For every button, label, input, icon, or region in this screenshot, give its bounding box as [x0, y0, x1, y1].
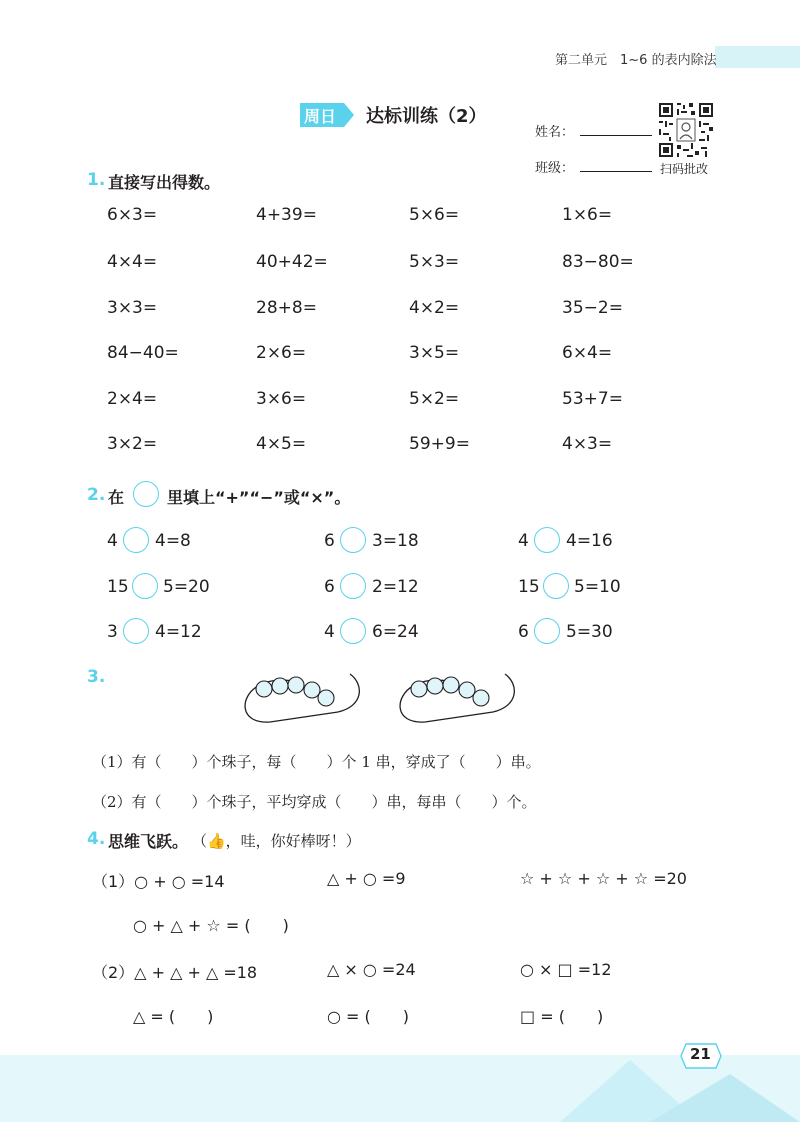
q2-answer-circle[interactable]: [123, 618, 149, 644]
page-number: 21: [690, 1045, 711, 1063]
q4-p2-f[interactable]: □ = ( ): [520, 1007, 604, 1026]
q2-answer-circle[interactable]: [132, 573, 158, 599]
q2-operand: 4: [324, 622, 335, 642]
q1-item: 5×2=: [409, 389, 460, 409]
day-badge-label: 周日: [304, 107, 337, 126]
q1-item: 83−80=: [562, 252, 634, 272]
q2-number: 2.: [87, 485, 106, 505]
q4-p1-d[interactable]: ○ + △ + ☆ = ( ): [133, 916, 289, 935]
q4-p2-b: △ × ○ =24: [327, 960, 416, 979]
q2-operand: 4: [518, 531, 529, 551]
q4-p1-c: ☆ + ☆ + ☆ + ☆ =20: [520, 869, 687, 888]
q1-title: 直接写出得数。: [108, 173, 221, 192]
q1-item: 4×2=: [409, 298, 460, 318]
q3-number: 3.: [87, 667, 106, 687]
q2-operand: 5=10: [574, 577, 621, 597]
q2-operand: 4=8: [155, 531, 191, 551]
q1-item: 4×3=: [562, 434, 613, 454]
q4-p1-b: △ + ○ =9: [327, 869, 406, 888]
q2-operand: 4=16: [566, 531, 613, 551]
q1-item: 3×6=: [256, 389, 307, 409]
q1-item: 53+7=: [562, 389, 623, 409]
q2-title-pre: 在: [108, 488, 125, 507]
qr-code-icon[interactable]: [659, 103, 713, 157]
q2-title-circle: [133, 481, 159, 507]
q4-p2-e[interactable]: ○ = ( ): [327, 1007, 410, 1026]
q2-operand: 5=20: [163, 577, 210, 597]
q1-item: 59+9=: [409, 434, 470, 454]
q2-answer-circle[interactable]: [123, 527, 149, 553]
q2-operand: 4=12: [155, 622, 202, 642]
q2-answer-circle[interactable]: [534, 527, 560, 553]
name-label: 姓名：: [535, 125, 575, 140]
q1-item: 4×4=: [107, 252, 158, 272]
q2-operand: 6: [324, 531, 335, 551]
qr-caption: 扫码批改: [660, 162, 709, 176]
q2-answer-circle[interactable]: [340, 618, 366, 644]
q1-item: 2×4=: [107, 389, 158, 409]
class-line[interactable]: [580, 171, 652, 172]
q1-item: 3×2=: [107, 434, 158, 454]
q2-answer-circle[interactable]: [534, 618, 560, 644]
q2-answer-circle[interactable]: [340, 527, 366, 553]
q1-number: 1.: [87, 170, 106, 190]
q4-p2-a: （2）△ + △ + △ =18: [92, 963, 258, 982]
unit-title: 第二单元 1~6 的表内除法: [555, 53, 717, 68]
q1-item: 6×4=: [562, 343, 613, 363]
q4-title: 思维飞跃。: [108, 832, 189, 851]
q2-operand: 2=12: [372, 577, 419, 597]
q1-item: 1×6=: [562, 205, 613, 225]
q1-item: 5×6=: [409, 205, 460, 225]
bead-string-icon: [240, 662, 370, 728]
q1-item: 2×6=: [256, 343, 307, 363]
q1-item: 40+42=: [256, 252, 328, 272]
q2-operand: 15: [107, 577, 129, 597]
q1-item: 84−40=: [107, 343, 179, 363]
name-line[interactable]: [580, 135, 652, 136]
q1-item: 3×5=: [409, 343, 460, 363]
q1-item: 4+39=: [256, 205, 317, 225]
page-title: 达标训练（2）: [366, 106, 487, 127]
q2-operand: 3: [107, 622, 118, 642]
q2-operand: 6=24: [372, 622, 419, 642]
class-label: 班级：: [535, 161, 575, 176]
q4-p2-d[interactable]: △ = ( ): [133, 1007, 214, 1026]
q2-operand: 3=18: [372, 531, 419, 551]
q4-p2-c: ○ × □ =12: [520, 960, 612, 979]
q2-operand: 4: [107, 531, 118, 551]
q1-item: 5×3=: [409, 252, 460, 272]
q2-operand: 6: [324, 577, 335, 597]
q2-operand: 6: [518, 622, 529, 642]
q1-item: 6×3=: [107, 205, 158, 225]
q1-item: 35−2=: [562, 298, 623, 318]
q1-item: 3×3=: [107, 298, 158, 318]
q2-answer-circle[interactable]: [340, 573, 366, 599]
q1-item: 28+8=: [256, 298, 317, 318]
q3-line2: （2）有（ ）个珠子，平均穿成（ ）串，每串（ ）个。: [92, 793, 537, 811]
q2-operand: 5=30: [566, 622, 613, 642]
q4-note: （👍，哇，你好棒呀！）: [192, 832, 361, 850]
q2-title-post: 里填上“+”“−”或“×”。: [167, 488, 351, 507]
header-band: [715, 46, 800, 68]
q1-item: 4×5=: [256, 434, 307, 454]
q4-p1-a: （1）○ + ○ =14: [92, 872, 225, 891]
q2-answer-circle[interactable]: [543, 573, 569, 599]
q2-operand: 15: [518, 577, 540, 597]
q4-number: 4.: [87, 829, 106, 849]
q3-line1: （1）有（ ）个珠子，每（ ）个 1 串，穿成了（ ）串。: [92, 753, 541, 771]
bead-string-icon: [395, 662, 525, 728]
